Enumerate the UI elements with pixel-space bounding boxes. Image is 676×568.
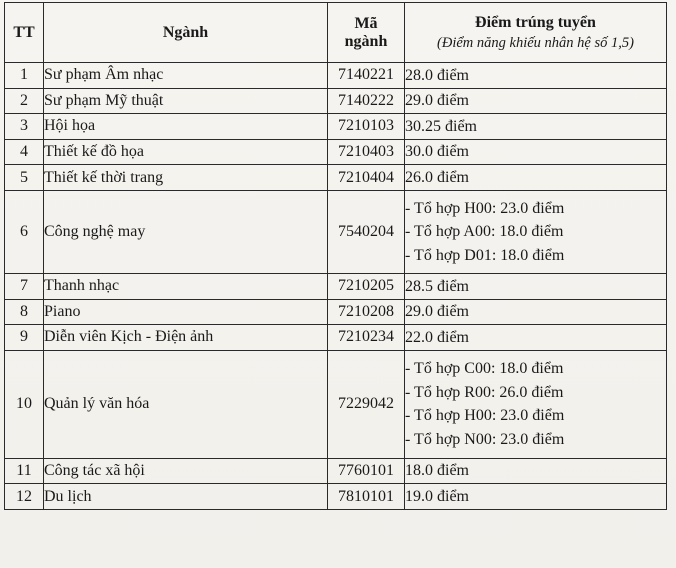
header-major-label: Ngành — [162, 23, 209, 41]
row-score — [405, 299, 667, 325]
score-line: 30.25 điểm — [405, 117, 477, 135]
row-major-code: 7210404 — [328, 165, 405, 191]
score-line: 29.0 điểm — [405, 303, 469, 321]
score-combo-line: - Tổ hợp A00: 18.0 điểm — [405, 223, 564, 241]
header-code-line2: ngành — [344, 32, 388, 50]
table-row — [5, 63, 667, 89]
row-score — [405, 190, 667, 273]
row-major-code: 7229042 — [328, 350, 405, 458]
table-row — [5, 139, 667, 165]
header-score-title: Điểm trúng tuyển — [475, 13, 596, 31]
row-tt: 5 — [5, 165, 44, 191]
row-major-code: 7210234 — [328, 325, 405, 351]
row-tt: 11 — [5, 458, 44, 484]
row-major-name: Sư phạm Âm nhạc — [44, 63, 328, 89]
score-line: 18.0 điểm — [405, 462, 469, 480]
row-major-code: 7140221 — [328, 63, 405, 89]
row-tt: 1 — [5, 63, 44, 89]
table-row — [5, 350, 667, 458]
row-major-name: Công nghệ may — [44, 190, 328, 273]
row-tt: 3 — [5, 114, 44, 140]
row-major-name: Thiết kế đồ họa — [44, 139, 328, 165]
row-tt: 9 — [5, 325, 44, 351]
row-major-code: 7810101 — [328, 484, 405, 510]
row-major-code: 7760101 — [328, 458, 405, 484]
score-line: 28.5 điểm — [405, 277, 469, 295]
score-line: 19.0 điểm — [405, 487, 469, 505]
row-major-name: Thanh nhạc — [44, 273, 328, 299]
table-row — [5, 299, 667, 325]
table-row — [5, 484, 667, 510]
table-row — [5, 88, 667, 114]
row-score — [405, 88, 667, 114]
row-score — [405, 350, 667, 458]
row-tt: 4 — [5, 139, 44, 165]
row-major-code: 7210205 — [328, 273, 405, 299]
row-score — [405, 139, 667, 165]
row-major-name: Công tác xã hội — [44, 458, 328, 484]
score-line: 22.0 điểm — [405, 328, 469, 346]
row-tt: 6 — [5, 190, 44, 273]
score-line: 30.0 điểm — [405, 143, 469, 161]
header-score-note: (Điểm năng khiếu nhân hệ số 1,5) — [437, 34, 634, 51]
row-major-name: Hội họa — [44, 114, 328, 140]
score-line: 28.0 điểm — [405, 66, 469, 84]
row-major-code: 7210403 — [328, 139, 405, 165]
header-major — [44, 3, 328, 63]
score-combo-line: - Tổ hợp H00: 23.0 điểm — [405, 199, 565, 217]
score-combo-line: - Tổ hợp H00: 23.0 điểm — [405, 407, 565, 425]
header-tt — [5, 3, 44, 63]
table-header — [5, 3, 667, 63]
row-major-code: 7140222 — [328, 88, 405, 114]
row-score — [405, 114, 667, 140]
header-code-line1: Mã — [354, 14, 378, 32]
row-major-code: 7540204 — [328, 190, 405, 273]
row-score — [405, 63, 667, 89]
header-score — [405, 3, 667, 63]
row-major-name: Piano — [44, 299, 328, 325]
table-body — [5, 63, 667, 510]
score-combo-line: - Tổ hợp C00: 18.0 điểm — [405, 360, 564, 378]
row-major-code: 7210103 — [328, 114, 405, 140]
admission-scores-table — [4, 2, 667, 510]
row-major-name: Sư phạm Mỹ thuật — [44, 88, 328, 114]
row-major-name: Thiết kế thời trang — [44, 165, 328, 191]
table-row — [5, 165, 667, 191]
table-row — [5, 190, 667, 273]
score-line: 26.0 điểm — [405, 168, 469, 186]
row-score — [405, 458, 667, 484]
score-combo-line: - Tổ hợp N00: 23.0 điểm — [405, 430, 565, 448]
row-score — [405, 165, 667, 191]
score-combo-line: - Tổ hợp D01: 18.0 điểm — [405, 246, 565, 264]
row-tt: 8 — [5, 299, 44, 325]
row-major-name: Quản lý văn hóa — [44, 350, 328, 458]
row-major-name: Diễn viên Kịch - Điện ảnh — [44, 325, 328, 351]
table-row — [5, 458, 667, 484]
row-tt: 12 — [5, 484, 44, 510]
score-line: 29.0 điểm — [405, 92, 469, 110]
row-score — [405, 325, 667, 351]
row-tt: 10 — [5, 350, 44, 458]
row-major-code: 7210208 — [328, 299, 405, 325]
row-score — [405, 273, 667, 299]
header-code — [328, 3, 405, 63]
row-major-name: Du lịch — [44, 484, 328, 510]
table-row — [5, 114, 667, 140]
row-tt: 7 — [5, 273, 44, 299]
header-row — [5, 3, 667, 63]
header-tt-label: TT — [13, 23, 35, 41]
row-tt: 2 — [5, 88, 44, 114]
table-row — [5, 325, 667, 351]
row-score — [405, 484, 667, 510]
table-row — [5, 273, 667, 299]
score-combo-line: - Tổ hợp R00: 26.0 điểm — [405, 383, 564, 401]
